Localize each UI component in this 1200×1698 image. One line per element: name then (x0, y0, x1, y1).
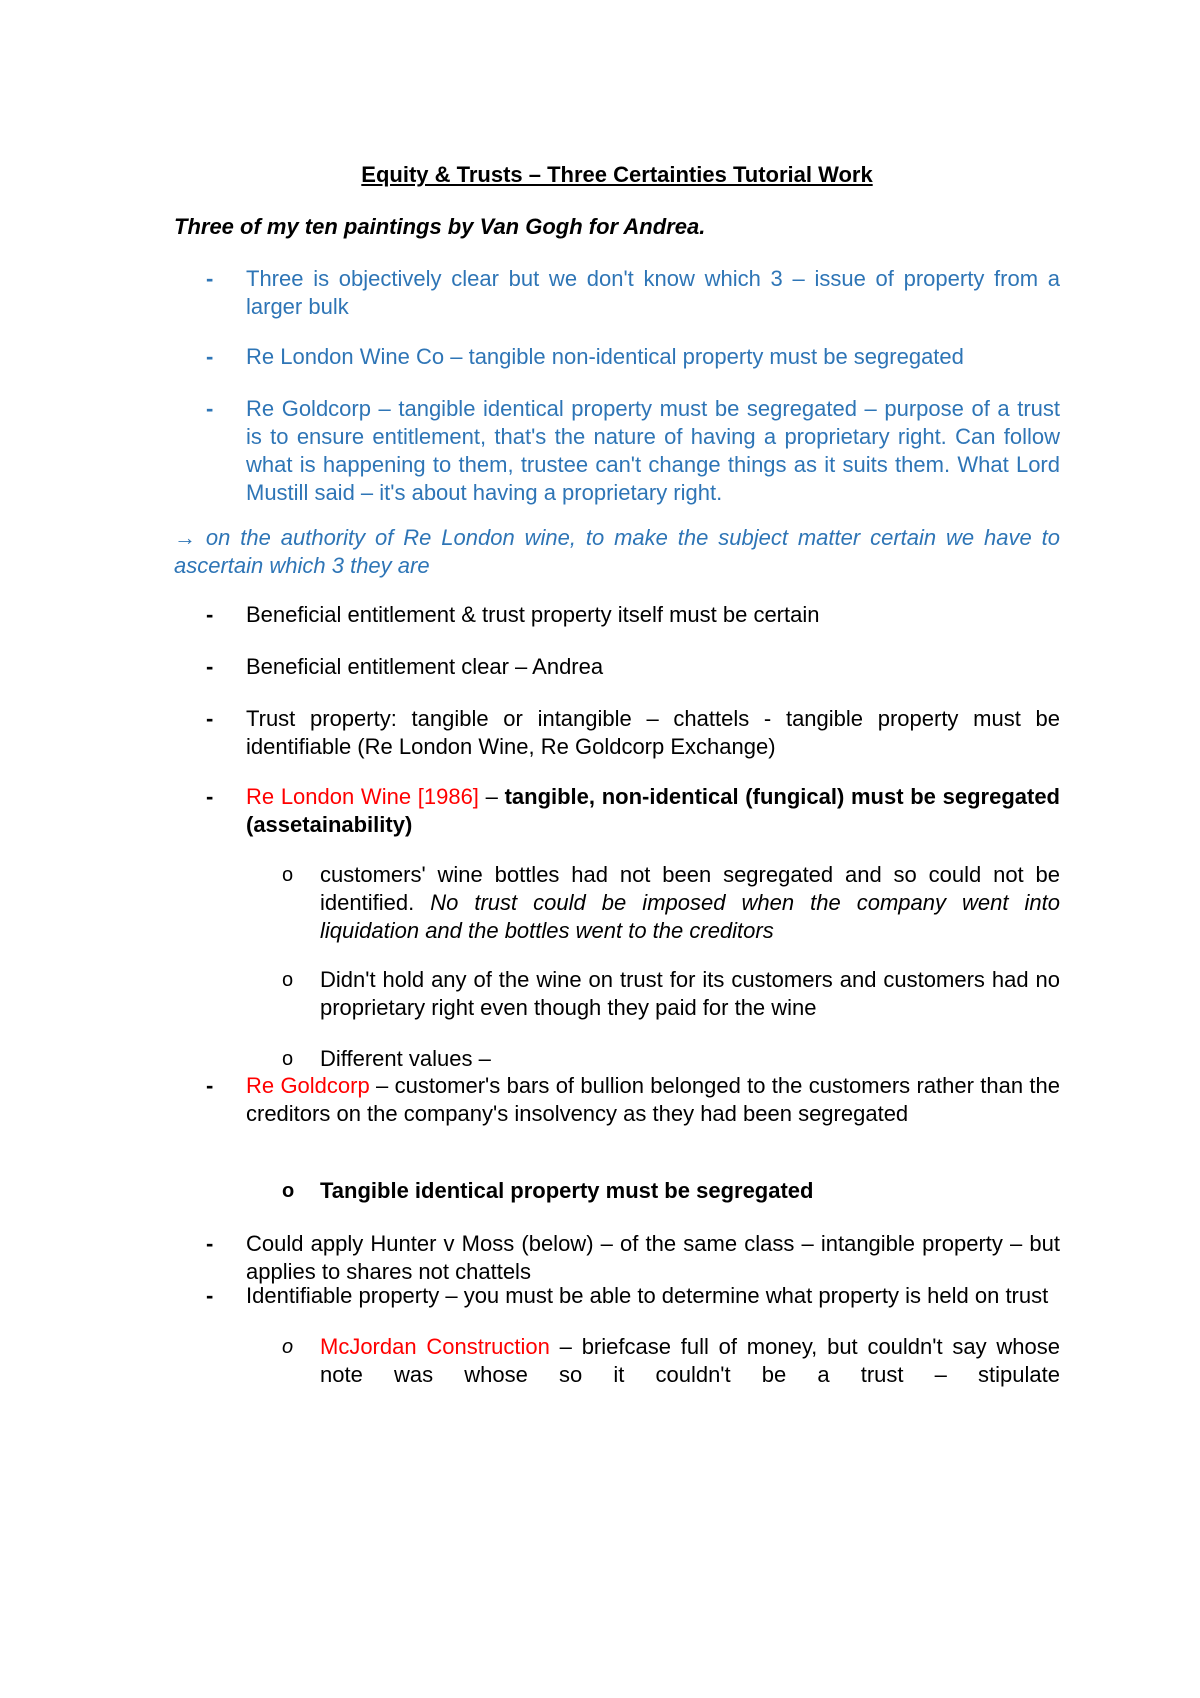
bullet-item-goldcorp (206, 1072, 1060, 1128)
bullet-marker: - (206, 602, 214, 627)
bullet-marker: - (206, 784, 214, 809)
bullet-marker: - (206, 266, 214, 291)
sub-marker: o (282, 1048, 294, 1070)
sub-text: Tangible identical property must be segregated (320, 1178, 814, 1203)
bullet-text: Beneficial entitlement clear – Andrea (246, 654, 604, 679)
sub-marker: o (282, 1180, 295, 1202)
bullet-marker: - (206, 344, 214, 369)
case-name: Re Goldcorp (246, 1073, 370, 1098)
sub-marker: o (282, 864, 294, 886)
sub-text: Didn't hold any of the wine on trust for its customers and customers had no proprietary right even though they paid for the wine (320, 967, 1060, 1020)
arrow-note (174, 524, 1060, 580)
case-name: Re London Wine [1986] (246, 784, 479, 809)
bullet-marker: - (206, 396, 214, 421)
bullet-text: Beneficial entitlement & trust property itself must be certain (246, 602, 820, 627)
sub-item (278, 861, 1060, 945)
sub-item (278, 1045, 1060, 1073)
sub-item (278, 1333, 1060, 1389)
arrow-icon: → (174, 525, 196, 550)
bullet-item-london-wine (206, 783, 1060, 839)
sub-item (278, 1177, 1060, 1205)
bullet-text: Re London Wine Co – tangible non-identical property must be segregated (246, 344, 964, 369)
bullet-item (206, 343, 1060, 371)
case-name: McJordan Construction (320, 1334, 550, 1359)
bullet-marker: - (206, 654, 214, 679)
document-title: Equity & Trusts – Three Certainties Tutorial Work (361, 162, 873, 187)
bullet-text: Three is objectively clear but we don't know which 3 – issue of property from a larger bulk (246, 266, 1060, 319)
bullet-marker: - (206, 706, 214, 731)
sub-text-plain: customers' wine bottles had not been segregated and so could not be identified. (320, 862, 1060, 915)
bullet-text (246, 783, 1060, 839)
bullet-text: Could apply Hunter v Moss (below) – of the same class – intangible property – but applies to shares not chattels (246, 1231, 1060, 1284)
sub-text (320, 1333, 1060, 1389)
sub-marker: o (282, 1336, 294, 1358)
bullet-text: Trust property: tangible or intangible – chattels - tangible property must be identifiable (Re London Wine, Re Goldcorp Exchange) (246, 706, 1060, 759)
bullet-item (206, 395, 1060, 507)
sub-marker: o (282, 969, 294, 991)
bullet-marker: - (206, 1231, 214, 1256)
case-holding: tangible, non-identical (fungical) must be segregated (assetainability) (246, 784, 1060, 837)
bullet-marker: - (206, 1073, 214, 1098)
bullet-item (206, 1282, 1060, 1310)
sub-text-italic: No trust could be imposed when the company went into liquidation and the bottles went to the creditors (320, 890, 1060, 943)
bullet-item (206, 265, 1060, 321)
bullet-item (206, 653, 1060, 681)
bullet-text: Identifiable property – you must be able to determine what property is held on trust (246, 1283, 1049, 1308)
scenario-heading: Three of my ten paintings by Van Gogh for Andrea. (174, 214, 706, 239)
bullet-marker: - (206, 1283, 214, 1308)
case-summary: – customer's bars of bullion belonged to the customers rather than the creditors on the company's insolvency as they had been segregated (246, 1073, 1060, 1126)
sub-item (278, 966, 1060, 1022)
bullet-text: Re Goldcorp – tangible identical property must be segregated – purpose of a trust is to ensure entitlement, that's the nature of having a proprietary right. Can follow what is happening to them, trustee can't change things as it suits them. What Lord Mustill said – it's about having a proprietary right. (246, 396, 1060, 505)
bullet-item (206, 601, 1060, 629)
case-summary: – briefcase full of money, but couldn't say whose note was whose so it couldn't be a trust – stipulate (320, 1334, 1060, 1387)
sub-text: Different values – (320, 1046, 491, 1071)
sub-text (320, 861, 1060, 945)
arrow-note-text: on the authority of Re London wine, to make the subject matter certain we have to ascertain which 3 they are (174, 525, 1060, 578)
bullet-item (206, 705, 1060, 761)
bullet-text (246, 1072, 1060, 1128)
bullet-item (206, 1230, 1060, 1286)
dash: – (478, 784, 505, 809)
